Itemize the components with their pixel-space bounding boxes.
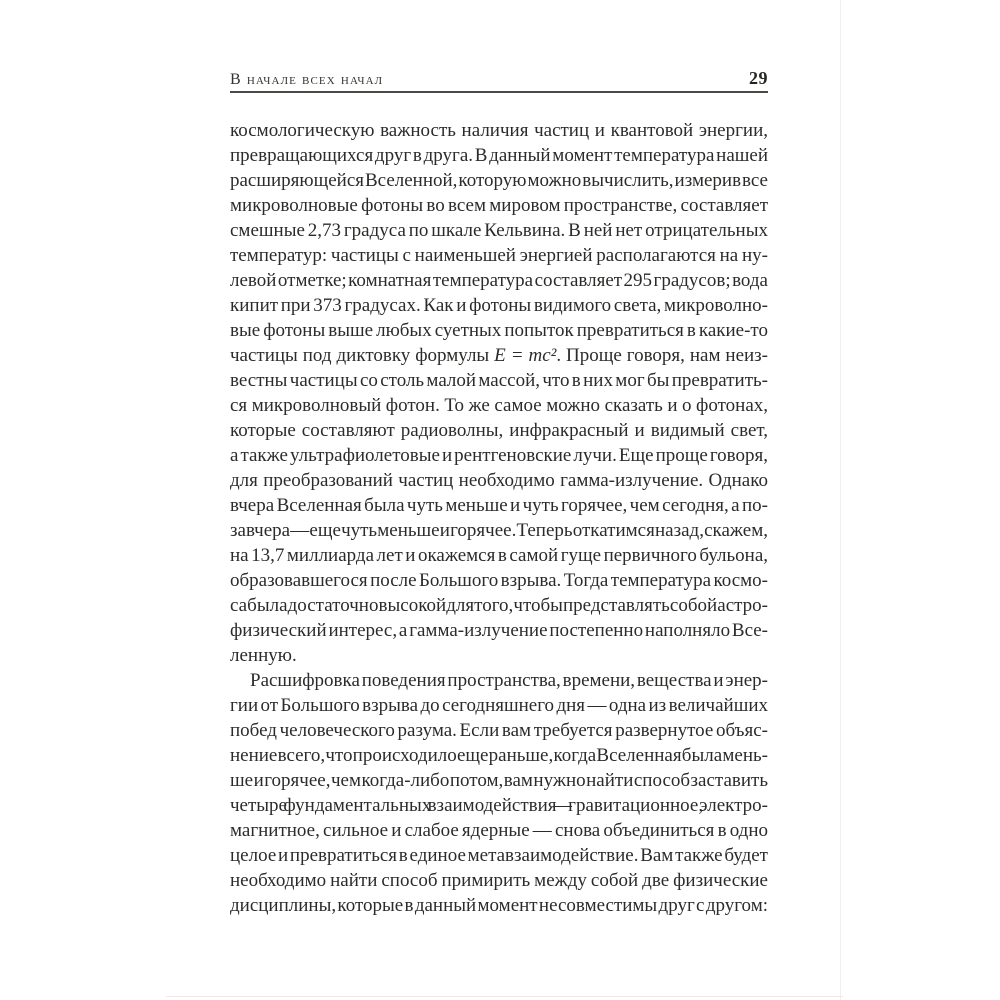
- text-line: завчера — еще чуть меньше и горячее. Теперь откатимся назад, скажем,: [230, 520, 768, 541]
- emc2-formula: E = mc²: [494, 345, 557, 366]
- text-line: расширяющейся Вселенной, которую можно вычислить, измерив все: [230, 170, 768, 191]
- page-number: 29: [749, 68, 768, 88]
- page-edge-vertical: [840, 0, 841, 1000]
- header-rule: [230, 91, 768, 93]
- text-line: дисциплины, которые в данный момент несовместимы друг с другом:: [230, 895, 768, 916]
- text-line: превращающихся друг в друга. В данный момент температура нашей: [230, 145, 768, 166]
- text-line: физический интерес, а гамма-излучение постепенно наполняло Все-: [230, 620, 768, 641]
- text-line: левой отметке; комнатная температура составляет 295 градусов; вода: [230, 270, 768, 291]
- text-line: ся микроволновый фотон. То же самое можно сказать и о фотонах,: [230, 395, 768, 416]
- text-line: побед человеческого разума. Если вам требуется развернутое объяс-: [230, 720, 768, 741]
- text-line: необходимо найти способ примирить между собой две физические: [230, 870, 768, 891]
- text-line: космологическую важность наличия частиц и квантовой энергии,: [230, 120, 768, 141]
- text-line: микроволновые фотоны во всем мировом пространстве, составляет: [230, 195, 768, 216]
- text-line: которые составляют радиоволны, инфракрасный и видимый свет,: [230, 420, 768, 441]
- text-line: образовавшегося после Большого взрыва. Тогда температура космо-: [230, 570, 768, 591]
- text-line: четыре фундаментальных взаимодействия — гравитационное, электро-: [230, 795, 768, 816]
- formula-line-after: . Проще говоря, нам неиз-: [556, 345, 769, 366]
- text-line: магнитное, сильное и слабое ядерные — снова объединиться в одно: [230, 820, 768, 841]
- text-line: са была достаточно высокой для того, чтобы представлять собой астро-: [230, 595, 768, 616]
- paragraph-first-line: Расшифровка поведения пространства, времени, вещества и энер-: [250, 670, 768, 691]
- text-line: кипит при 373 градусах. Как и фотоны видимого света, микроволно-: [230, 295, 768, 316]
- text-line: вые фотоны выше любых суетных попыток превратиться в какие-то: [230, 320, 768, 341]
- text-line: для преобразований частиц необходимо гамма-излучение. Однако: [230, 470, 768, 491]
- running-title: В начале всех начал: [230, 71, 384, 88]
- page-edge-bottom: [166, 996, 843, 997]
- running-header: [230, 68, 768, 89]
- text-line: гии от Большого взрыва до сегодняшнего дня — одна из величайших: [230, 695, 768, 716]
- text-line: ше и горячее, чем когда-либо потом, вам нужно найти способ заставить: [230, 770, 768, 791]
- text-line: смешные 2,73 градуса по шкале Кельвина. В ней нет отрицательных: [230, 220, 768, 241]
- text-line: на 13,7 миллиарда лет и окажемся в самой гуще первичного бульона,: [230, 545, 768, 566]
- text-line: вестны частицы со столь малой массой, что в них мог бы превратить-: [230, 370, 768, 391]
- text-line-with-formula: [230, 343, 768, 368]
- formula-line-before: частицы под диктовку формулы: [230, 345, 495, 366]
- text-line: температур: частицы с наименьшей энергией располагаются на ну-: [230, 245, 768, 266]
- body-text: [230, 118, 768, 918]
- paragraph-last-line: ленную.: [230, 645, 297, 666]
- text-line: нение всего, что происходило еще раньше, когда Вселенная была мень-: [230, 745, 768, 766]
- text-line: вчера Вселенная была чуть меньше и чуть горячее, чем сегодня, а по-: [230, 495, 768, 516]
- text-line: а также ультрафиолетовые и рентгеновские лучи. Еще проще говоря,: [230, 445, 768, 466]
- text-line: целое и превратиться в единое метавзаимодействие. Вам также будет: [230, 845, 768, 866]
